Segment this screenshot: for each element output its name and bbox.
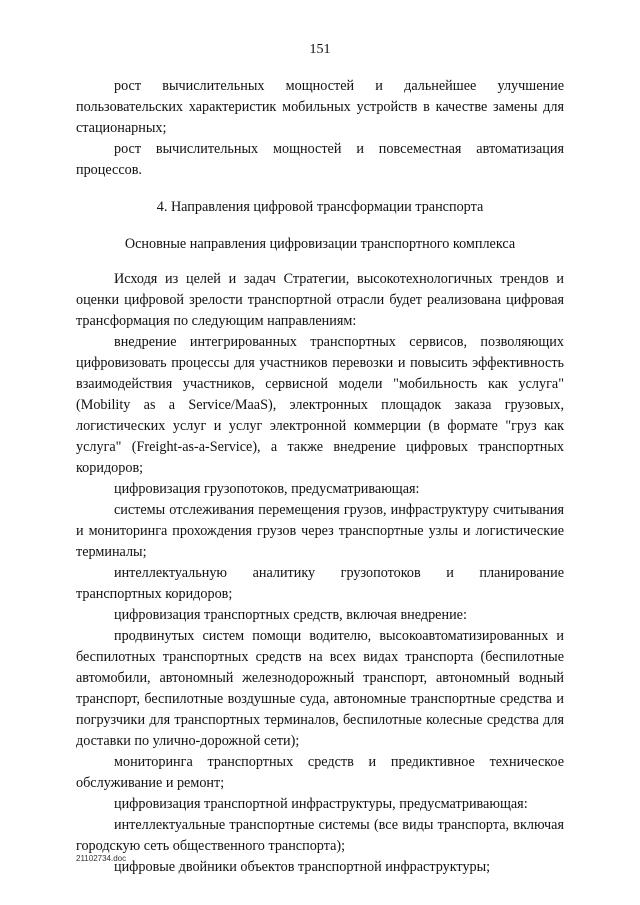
section-heading: 4. Направления цифровой трансформации транспорта: [156, 199, 484, 215]
list-item: интеллектуальные транспортные системы (все виды транспорта, включая городскую сеть общественного транспорта);: [76, 817, 564, 854]
list-item: интеллектуальную аналитику грузопотоков и планирование транспортных коридоров;: [76, 565, 564, 602]
list-item: цифровизация транспортной инфраструктуры, предусматривающая:: [114, 796, 528, 812]
list-item: внедрение интегрированных транспортных сервисов, позволяющих цифровизовать процессы для участников перевозки и повысить эффективность взаимодействия участников, сервисной модели "мобильность как услуга" (Mobility as a Service/MaaS), электронных площадок заказа грузовых, логистических услуг и услуг электронной коммерции (в формате "груз как услуга" (Freight-as-a-Service), а также внедрение цифровых транспортных коридоров;: [76, 334, 564, 476]
list-item: системы отслеживания перемещения грузов, инфраструктуру считывания и мониторинга прохождения грузов через транспортные узлы и логистические терминалы;: [76, 502, 564, 560]
paragraph: Исходя из целей и задач Стратегии, высокотехнологичных трендов и оценки цифровой зрелости транспортной отрасли будет реализована цифровая трансформация по следующим направлениям:: [76, 271, 564, 329]
list-item: цифровизация транспортных средств, включая внедрение:: [114, 607, 467, 623]
paragraph: рост вычислительных мощностей и повсеместная автоматизация процессов.: [76, 141, 564, 178]
page-number: 151: [309, 42, 331, 57]
subsection-heading: Основные направления цифровизации транспортного комплекса: [124, 236, 516, 252]
list-item: цифровые двойники объектов транспортной инфраструктуры;: [114, 859, 491, 875]
document-body: [76, 76, 564, 878]
paragraph: рост вычислительных мощностей и дальнейшее улучшение пользовательских характеристик мобильных устройств в качестве замены для стационарных;: [76, 78, 564, 136]
list-item: цифровизация грузопотоков, предусматривающая:: [114, 481, 420, 497]
list-item: мониторинга транспортных средств и предиктивное техническое обслуживание и ремонт;: [76, 754, 564, 791]
list-item: продвинутых систем помощи водителю, высокоавтоматизированных и беспилотных транспортных средств на всех видах транспорта (беспилотные автомобили, автономный железнодорожный транспорт, автономный водный транспорт, беспилотные воздушные суда, автономные транспортные средства и погрузчики для транспортных терминалов, беспилотные колесные средства для доставки по улично-дорожной сети);: [76, 628, 564, 749]
file-name-footer: 21102734.doc: [76, 854, 127, 863]
